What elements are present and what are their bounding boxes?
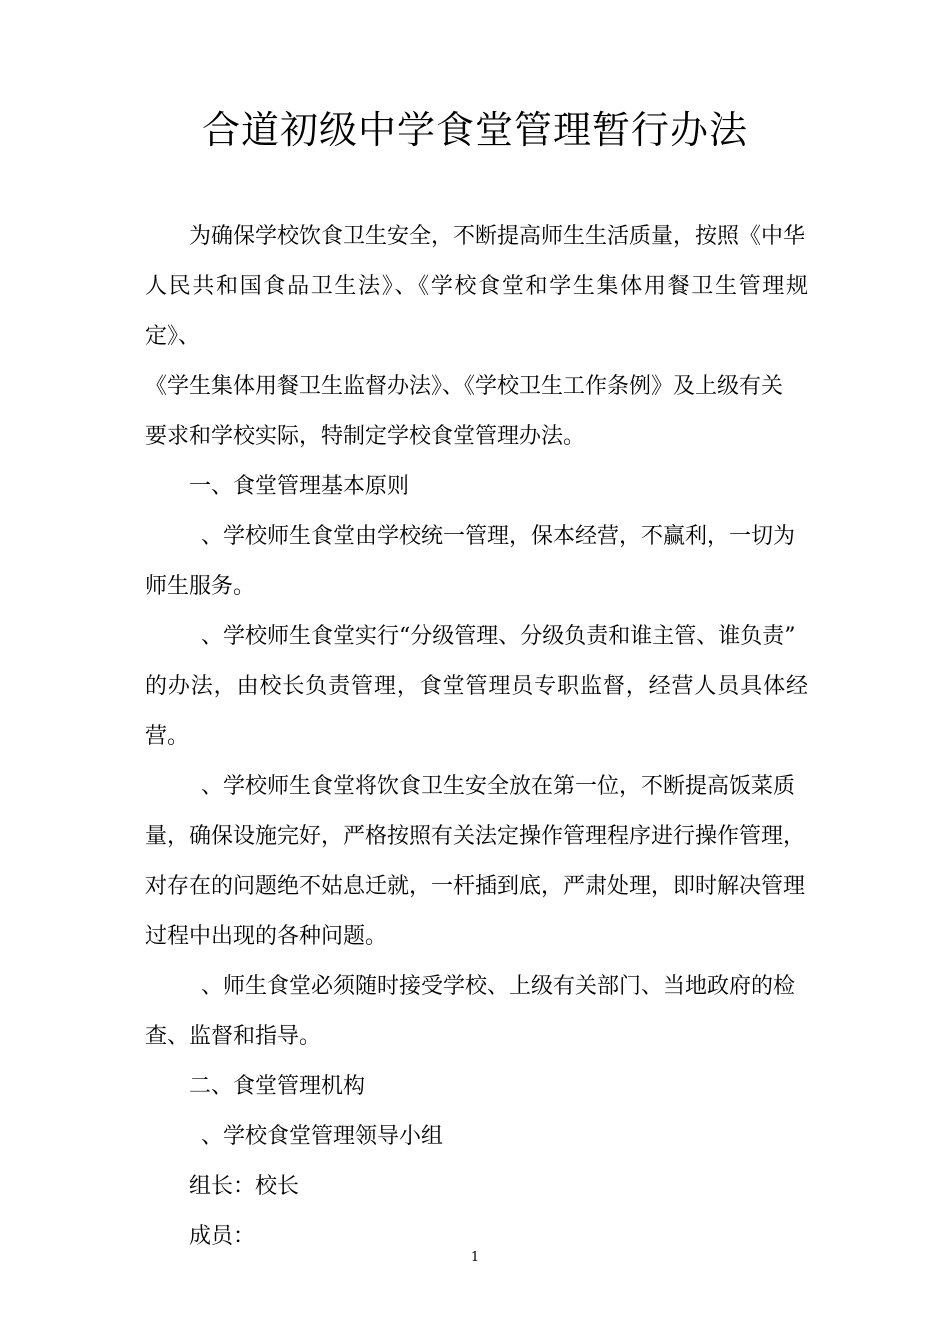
- section-heading-2: [145, 1062, 808, 1112]
- document-title: 合道初级中学食堂管理暂行办法: [201, 108, 748, 152]
- list-item-1-1: [145, 512, 808, 612]
- text-line: 为确保学校饮食卫生安全，不断提高师生生活质量，按照《中华: [189, 224, 806, 249]
- text-line: 对存在的问题绝不姑息迁就，一杆插到底，严肃处理，即时解决管理: [145, 874, 806, 899]
- section-heading-1: [145, 462, 808, 512]
- text-line: 、学校食堂管理领导小组: [201, 1124, 444, 1149]
- list-item-1-3: [145, 762, 808, 962]
- text-line: 、学校师生食堂将饮食卫生安全放在第一位，不断提高饭菜质: [201, 774, 796, 799]
- text-line: 《学生集体用餐卫生监督办法》、《学校卫生工作条例》及上级有关: [145, 374, 784, 399]
- text-line: 师生服务。: [145, 574, 256, 599]
- text-line: 人民共和国食品卫生法》、《学校食堂和学生集体用餐卫生管理规定》、: [145, 274, 808, 349]
- text-line: 量，确保设施完好，严格按照有关法定操作管理程序进行操作管理，: [145, 824, 806, 849]
- text-line: 组长：校长: [189, 1174, 300, 1199]
- list-item-2-1: [145, 1112, 808, 1162]
- text-line: 二、食堂管理机构: [189, 1074, 366, 1099]
- text-line: 成员：: [189, 1224, 256, 1249]
- text-line: 、学校师生食堂由学校统一管理，保本经营，不赢利，一切为: [201, 524, 796, 549]
- text-line: 查、监督和指导。: [145, 1024, 322, 1049]
- page-number: 1: [470, 1250, 480, 1265]
- text-line: 、师生食堂必须随时接受学校、上级有关部门、当地政府的检: [201, 974, 796, 999]
- text-line: 的办法，由校长负责管理，食堂管理员专职监督，经营人员具体经营。: [145, 674, 808, 749]
- text-line: 要求和学校实际，特制定学校食堂管理办法。: [145, 424, 586, 449]
- paragraph-intro: [145, 212, 808, 462]
- document-body: [145, 212, 808, 1262]
- text-line: 一、食堂管理基本原则: [189, 474, 410, 499]
- list-item-1-2: [145, 612, 808, 762]
- text-line: 过程中出现的各种问题。: [145, 924, 388, 949]
- list-item-1-4: [145, 962, 808, 1062]
- text-line: 、学校师生食堂实行“分级管理、分级负责和谁主管、谁负责”: [201, 624, 796, 649]
- leader-line: [145, 1162, 808, 1212]
